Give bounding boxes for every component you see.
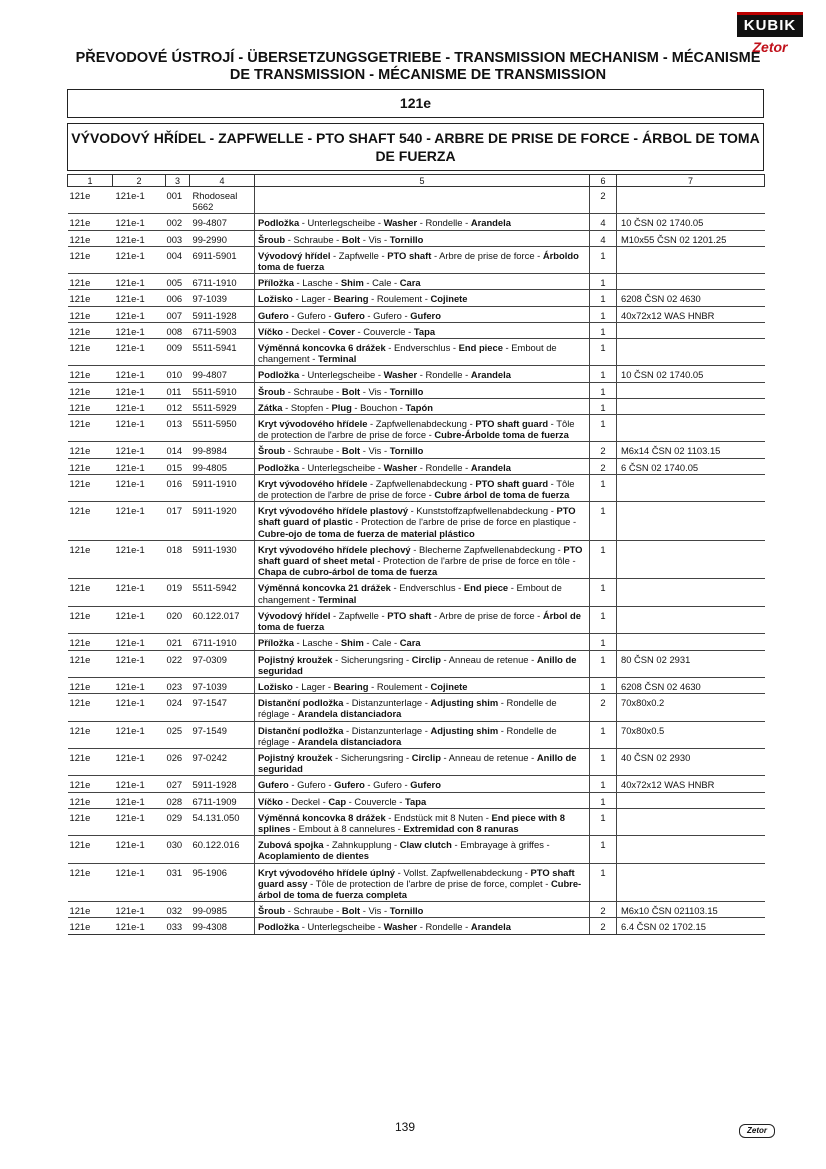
cell-note [617, 339, 765, 366]
zetor-footer-logo: Zetor [739, 1124, 775, 1138]
cell-subgroup: 121e-1 [113, 230, 166, 246]
cell-group: 121e [68, 442, 113, 458]
column-header: 7 [617, 175, 765, 187]
kubik-zetor-logo [737, 12, 803, 55]
cell-description: Šroub - Schraube - Bolt - Vis - Tornillo [255, 230, 590, 246]
cell-description: Příložka - Lasche - Shim - Cale - Cara [255, 274, 590, 290]
table-row [68, 230, 765, 246]
cell-note [617, 474, 765, 501]
cell-position: 030 [166, 836, 190, 863]
cell-note: 10 ČSN 02 1740.05 [617, 214, 765, 230]
cell-group: 121e [68, 902, 113, 918]
cell-note: 40 ČSN 02 2930 [617, 748, 765, 775]
cell-group: 121e [68, 606, 113, 633]
table-row [68, 458, 765, 474]
cell-subgroup: 121e-1 [113, 776, 166, 792]
table-row [68, 694, 765, 721]
cell-group: 121e [68, 540, 113, 579]
cell-subgroup: 121e-1 [113, 650, 166, 677]
cell-part-number: 99-0985 [190, 902, 255, 918]
cell-group: 121e [68, 650, 113, 677]
cell-quantity: 1 [590, 382, 617, 398]
cell-note: 40x72x12 WAS HNBR [617, 776, 765, 792]
cell-quantity: 1 [590, 398, 617, 414]
cell-part-number: 5911-1930 [190, 540, 255, 579]
table-row [68, 808, 765, 835]
table-row [68, 382, 765, 398]
cell-position: 009 [166, 339, 190, 366]
cell-part-number: 6911-5901 [190, 246, 255, 273]
table-row [68, 442, 765, 458]
cell-quantity: 4 [590, 214, 617, 230]
cell-quantity: 1 [590, 474, 617, 501]
table-row [68, 579, 765, 606]
cell-position: 010 [166, 366, 190, 382]
cell-description: Podložka - Unterlegscheibe - Washer - Rondelle - Arandela [255, 214, 590, 230]
cell-part-number: 5511-5950 [190, 415, 255, 442]
cell-part-number: 54.131.050 [190, 808, 255, 835]
cell-quantity: 2 [590, 458, 617, 474]
cell-position: 002 [166, 214, 190, 230]
cell-position: 001 [166, 187, 190, 214]
cell-note [617, 502, 765, 541]
cell-position: 024 [166, 694, 190, 721]
cell-note: M10x55 ČSN 02 1201.25 [617, 230, 765, 246]
cell-part-number: 5911-1928 [190, 776, 255, 792]
cell-group: 121e [68, 187, 113, 214]
cell-description: Vývodový hřídel - Zapfwelle - PTO shaft - Arbre de prise de force - Árbol de toma de fuerza [255, 606, 590, 633]
cell-position: 023 [166, 677, 190, 693]
cell-quantity: 1 [590, 579, 617, 606]
cell-quantity: 1 [590, 721, 617, 748]
cell-quantity: 1 [590, 322, 617, 338]
cell-subgroup: 121e-1 [113, 398, 166, 414]
cell-subgroup: 121e-1 [113, 634, 166, 650]
table-row [68, 415, 765, 442]
cell-position: 015 [166, 458, 190, 474]
cell-note [617, 634, 765, 650]
table-row [68, 398, 765, 414]
cell-position: 013 [166, 415, 190, 442]
cell-part-number: 6711-5903 [190, 322, 255, 338]
cell-subgroup: 121e-1 [113, 863, 166, 902]
group-code-box: 121e [67, 89, 764, 118]
cell-note: M6x10 ČSN 021103.15 [617, 902, 765, 918]
cell-quantity: 1 [590, 677, 617, 693]
cell-description: Víčko - Deckel - Cap - Couvercle - Tapa [255, 792, 590, 808]
cell-group: 121e [68, 230, 113, 246]
cell-description: Podložka - Unterlegscheibe - Washer - Rondelle - Arandela [255, 366, 590, 382]
cell-quantity: 1 [590, 290, 617, 306]
cell-position: 027 [166, 776, 190, 792]
cell-group: 121e [68, 214, 113, 230]
cell-group: 121e [68, 339, 113, 366]
cell-subgroup: 121e-1 [113, 748, 166, 775]
cell-quantity: 1 [590, 606, 617, 633]
cell-subgroup: 121e-1 [113, 721, 166, 748]
cell-group: 121e [68, 792, 113, 808]
cell-quantity: 1 [590, 415, 617, 442]
cell-position: 032 [166, 902, 190, 918]
cell-position: 016 [166, 474, 190, 501]
table-row [68, 540, 765, 579]
parts-table [67, 174, 765, 935]
page-title: PŘEVODOVÉ ÚSTROJÍ - ÜBERSETZUNGSGETRIEBE - TRANSMISSION MECHANISM - MÉCANISME DE TRANSMISSION - MÉCANISME DE TRANSMISSION [75, 50, 761, 83]
table-row [68, 748, 765, 775]
cell-subgroup: 121e-1 [113, 382, 166, 398]
cell-description: Podložka - Unterlegscheibe - Washer - Rondelle - Arandela [255, 918, 590, 934]
cell-subgroup: 121e-1 [113, 902, 166, 918]
table-row [68, 836, 765, 863]
cell-position: 006 [166, 290, 190, 306]
cell-part-number: 60.122.016 [190, 836, 255, 863]
cell-description: Pojistný kroužek - Sicherungsring - Circlip - Anneau de retenue - Anillo de seguridad [255, 650, 590, 677]
cell-position: 003 [166, 230, 190, 246]
cell-position: 018 [166, 540, 190, 579]
table-row [68, 474, 765, 501]
cell-part-number: 99-4805 [190, 458, 255, 474]
table-row [68, 918, 765, 934]
cell-position: 019 [166, 579, 190, 606]
cell-description: Výměnná koncovka 8 drážek - Endstück mit 8 Nuten - End piece with 8 splines - Embout à 8 cannelures - Extremidad con 8 ranuras [255, 808, 590, 835]
cell-group: 121e [68, 748, 113, 775]
cell-position: 022 [166, 650, 190, 677]
cell-description: Gufero - Gufero - Gufero - Gufero - Gufero [255, 776, 590, 792]
cell-part-number: 99-4807 [190, 214, 255, 230]
cell-note: 40x72x12 WAS HNBR [617, 306, 765, 322]
cell-part-number: 97-0309 [190, 650, 255, 677]
cell-subgroup: 121e-1 [113, 246, 166, 273]
cell-part-number: 97-1549 [190, 721, 255, 748]
cell-subgroup: 121e-1 [113, 474, 166, 501]
cell-quantity: 2 [590, 694, 617, 721]
table-row [68, 634, 765, 650]
cell-group: 121e [68, 322, 113, 338]
cell-part-number: 99-2990 [190, 230, 255, 246]
cell-subgroup: 121e-1 [113, 808, 166, 835]
cell-note [617, 382, 765, 398]
cell-subgroup: 121e-1 [113, 339, 166, 366]
cell-position: 007 [166, 306, 190, 322]
cell-note: 6.4 ČSN 02 1702.15 [617, 918, 765, 934]
cell-part-number: 5511-5942 [190, 579, 255, 606]
cell-position: 021 [166, 634, 190, 650]
cell-group: 121e [68, 721, 113, 748]
cell-note: 10 ČSN 02 1740.05 [617, 366, 765, 382]
cell-description: Kryt vývodového hřídele úplný - Vollst. Zapfwellenabdeckung - PTO shaft guard assy - Tôle de protection de l'arbre de prise de force, complet - Cubre-árbol de toma de fuerza completa [255, 863, 590, 902]
cell-subgroup: 121e-1 [113, 274, 166, 290]
cell-quantity: 1 [590, 650, 617, 677]
cell-subgroup: 121e-1 [113, 366, 166, 382]
cell-subgroup: 121e-1 [113, 306, 166, 322]
cell-subgroup: 121e-1 [113, 214, 166, 230]
cell-quantity: 2 [590, 187, 617, 214]
cell-position: 029 [166, 808, 190, 835]
cell-group: 121e [68, 366, 113, 382]
page-number: 139 [395, 1120, 416, 1134]
cell-position: 008 [166, 322, 190, 338]
table-row [68, 776, 765, 792]
section-title-box: VÝVODOVÝ HŘÍDEL - ZAPFWELLE - PTO SHAFT 540 - ARBRE DE PRISE DE FORCE - ÁRBOL DE TOMA DE FUERZA [67, 123, 764, 171]
cell-description: Ložisko - Lager - Bearing - Roulement - Cojinete [255, 290, 590, 306]
table-row [68, 246, 765, 273]
cell-part-number: 5911-1928 [190, 306, 255, 322]
cell-part-number: 6711-1910 [190, 274, 255, 290]
cell-quantity: 1 [590, 863, 617, 902]
cell-subgroup: 121e-1 [113, 442, 166, 458]
cell-description: Pojistný kroužek - Sicherungsring - Circlip - Anneau de retenue - Anillo de seguridad [255, 748, 590, 775]
cell-quantity: 1 [590, 366, 617, 382]
cell-part-number: 97-1039 [190, 677, 255, 693]
cell-note: 6208 ČSN 02 4630 [617, 290, 765, 306]
cell-subgroup: 121e-1 [113, 187, 166, 214]
cell-description: Distanční podložka - Distanzunterlage - Adjusting shim - Rondelle de réglage - Arandela distanciadora [255, 721, 590, 748]
table-row [68, 322, 765, 338]
cell-subgroup: 121e-1 [113, 918, 166, 934]
cell-part-number: 99-4807 [190, 366, 255, 382]
cell-group: 121e [68, 398, 113, 414]
cell-position: 026 [166, 748, 190, 775]
cell-note [617, 274, 765, 290]
cell-group: 121e [68, 246, 113, 273]
cell-description: Vývodový hřídel - Zapfwelle - PTO shaft - Arbre de prise de force - Árboldo toma de fuerza [255, 246, 590, 273]
column-header: 2 [113, 175, 166, 187]
cell-group: 121e [68, 415, 113, 442]
table-row [68, 792, 765, 808]
cell-note [617, 606, 765, 633]
cell-group: 121e [68, 306, 113, 322]
column-header: 5 [255, 175, 590, 187]
cell-part-number: 5511-5929 [190, 398, 255, 414]
cell-description: Víčko - Deckel - Cover - Couvercle - Tapa [255, 322, 590, 338]
cell-group: 121e [68, 776, 113, 792]
cell-position: 012 [166, 398, 190, 414]
cell-description: Šroub - Schraube - Bolt - Vis - Tornillo [255, 442, 590, 458]
cell-position: 025 [166, 721, 190, 748]
table-row [68, 339, 765, 366]
cell-quantity: 1 [590, 540, 617, 579]
cell-subgroup: 121e-1 [113, 836, 166, 863]
table-row [68, 274, 765, 290]
cell-description: Výměnná koncovka 21 drážek - Endverschlus - End piece - Embout de changement - Terminal [255, 579, 590, 606]
cell-group: 121e [68, 474, 113, 501]
cell-quantity: 1 [590, 502, 617, 541]
cell-description: Kryt vývodového hřídele plastový - Kunststoffzapfwellenabdeckung - PTO shaft guard of plastic - Protection de l'arbre de prise de force en plastique - Cubre-ojo de toma de fuerza de material plástico [255, 502, 590, 541]
column-header: 4 [190, 175, 255, 187]
cell-note [617, 322, 765, 338]
cell-subgroup: 121e-1 [113, 458, 166, 474]
cell-description [255, 187, 590, 214]
cell-part-number: 6711-1909 [190, 792, 255, 808]
cell-description: Šroub - Schraube - Bolt - Vis - Tornillo [255, 382, 590, 398]
cell-note [617, 836, 765, 863]
cell-quantity: 1 [590, 776, 617, 792]
cell-part-number: 6711-1910 [190, 634, 255, 650]
cell-position: 033 [166, 918, 190, 934]
cell-part-number: 95-1906 [190, 863, 255, 902]
cell-description: Šroub - Schraube - Bolt - Vis - Tornillo [255, 902, 590, 918]
table-row [68, 187, 765, 214]
cell-note [617, 863, 765, 902]
cell-group: 121e [68, 918, 113, 934]
column-header: 6 [590, 175, 617, 187]
cell-group: 121e [68, 808, 113, 835]
column-header: 1 [68, 175, 113, 187]
cell-quantity: 1 [590, 792, 617, 808]
cell-description: Zátka - Stopfen - Plug - Bouchon - Tapón [255, 398, 590, 414]
cell-quantity: 2 [590, 902, 617, 918]
cell-note: 6208 ČSN 02 4630 [617, 677, 765, 693]
cell-note [617, 792, 765, 808]
logo-zetor-text: Zetor [752, 39, 788, 55]
cell-quantity: 1 [590, 274, 617, 290]
cell-group: 121e [68, 579, 113, 606]
cell-quantity: 1 [590, 306, 617, 322]
cell-subgroup: 121e-1 [113, 606, 166, 633]
table-row [68, 721, 765, 748]
cell-group: 121e [68, 634, 113, 650]
cell-position: 020 [166, 606, 190, 633]
cell-group: 121e [68, 694, 113, 721]
cell-description: Kryt vývodového hřídele plechový - Blecherne Zapfwellenabdeckung - PTO shaft guard of sheet metal - Protection de l'arbre de prise de force en tôle - Chapa de cubro-árbol de toma de fuerza [255, 540, 590, 579]
cell-subgroup: 121e-1 [113, 694, 166, 721]
cell-note: 70x80x0.2 [617, 694, 765, 721]
table-row [68, 650, 765, 677]
cell-group: 121e [68, 836, 113, 863]
cell-description: Gufero - Gufero - Gufero - Gufero - Gufero [255, 306, 590, 322]
column-header: 3 [166, 175, 190, 187]
cell-part-number: 97-1547 [190, 694, 255, 721]
cell-group: 121e [68, 290, 113, 306]
cell-part-number: 5911-1920 [190, 502, 255, 541]
cell-note: 6 ČSN 02 1740.05 [617, 458, 765, 474]
cell-quantity: 1 [590, 748, 617, 775]
table-row [68, 366, 765, 382]
parts-table-body [68, 187, 765, 935]
cell-note [617, 246, 765, 273]
cell-group: 121e [68, 458, 113, 474]
cell-subgroup: 121e-1 [113, 540, 166, 579]
cell-description: Příložka - Lasche - Shim - Cale - Cara [255, 634, 590, 650]
cell-part-number: Rhodoseal 5662 [190, 187, 255, 214]
cell-subgroup: 121e-1 [113, 579, 166, 606]
cell-subgroup: 121e-1 [113, 322, 166, 338]
cell-subgroup: 121e-1 [113, 502, 166, 541]
cell-quantity: 1 [590, 246, 617, 273]
cell-note [617, 415, 765, 442]
cell-position: 028 [166, 792, 190, 808]
cell-part-number: 99-4308 [190, 918, 255, 934]
cell-position: 011 [166, 382, 190, 398]
cell-quantity: 1 [590, 808, 617, 835]
cell-note [617, 540, 765, 579]
cell-part-number: 5511-5941 [190, 339, 255, 366]
cell-group: 121e [68, 863, 113, 902]
cell-note [617, 187, 765, 214]
cell-note: 80 ČSN 02 2931 [617, 650, 765, 677]
cell-subgroup: 121e-1 [113, 290, 166, 306]
cell-description: Kryt vývodového hřídele - Zapfwellenabdeckung - PTO shaft guard - Tôle de protection de l'arbre de prise de force - Cubre árbol de toma de fuerza [255, 474, 590, 501]
cell-quantity: 1 [590, 836, 617, 863]
cell-position: 014 [166, 442, 190, 458]
cell-position: 004 [166, 246, 190, 273]
cell-note [617, 808, 765, 835]
cell-group: 121e [68, 502, 113, 541]
cell-quantity: 2 [590, 918, 617, 934]
cell-description: Distanční podložka - Distanzunterlage - Adjusting shim - Rondelle de réglage - Arandela distanciadora [255, 694, 590, 721]
cell-part-number: 60.122.017 [190, 606, 255, 633]
cell-position: 017 [166, 502, 190, 541]
cell-subgroup: 121e-1 [113, 677, 166, 693]
cell-position: 005 [166, 274, 190, 290]
cell-description: Podložka - Unterlegscheibe - Washer - Rondelle - Arandela [255, 458, 590, 474]
cell-part-number: 97-1039 [190, 290, 255, 306]
cell-note [617, 579, 765, 606]
cell-group: 121e [68, 274, 113, 290]
table-row [68, 502, 765, 541]
table-header-row [68, 175, 765, 187]
logo-kubik-text: KUBIK [737, 12, 803, 37]
cell-description: Kryt vývodového hřídele - Zapfwellenabdeckung - PTO shaft guard - Tôle de protection de l'arbre de prise de force - Cubre-Árbolde toma de fuerza [255, 415, 590, 442]
cell-description: Ložisko - Lager - Bearing - Roulement - Cojinete [255, 677, 590, 693]
cell-position: 031 [166, 863, 190, 902]
cell-quantity: 1 [590, 339, 617, 366]
table-row [68, 290, 765, 306]
cell-part-number: 5911-1910 [190, 474, 255, 501]
table-row [68, 677, 765, 693]
cell-note: M6x14 ČSN 02 1103.15 [617, 442, 765, 458]
cell-subgroup: 121e-1 [113, 792, 166, 808]
cell-part-number: 5511-5910 [190, 382, 255, 398]
cell-quantity: 2 [590, 442, 617, 458]
cell-description: Zubová spojka - Zahnkupplung - Claw clutch - Embrayage à griffes - Acoplamiento de dientes [255, 836, 590, 863]
cell-part-number: 99-8984 [190, 442, 255, 458]
table-row [68, 214, 765, 230]
table-row [68, 902, 765, 918]
table-row [68, 606, 765, 633]
cell-note: 70x80x0.5 [617, 721, 765, 748]
cell-quantity: 4 [590, 230, 617, 246]
table-row [68, 863, 765, 902]
cell-note [617, 398, 765, 414]
cell-description: Výměnná koncovka 6 drážek - Endverschlus - End piece - Embout de changement - Terminal [255, 339, 590, 366]
cell-group: 121e [68, 382, 113, 398]
table-row [68, 306, 765, 322]
cell-group: 121e [68, 677, 113, 693]
cell-subgroup: 121e-1 [113, 415, 166, 442]
cell-quantity: 1 [590, 634, 617, 650]
cell-part-number: 97-0242 [190, 748, 255, 775]
